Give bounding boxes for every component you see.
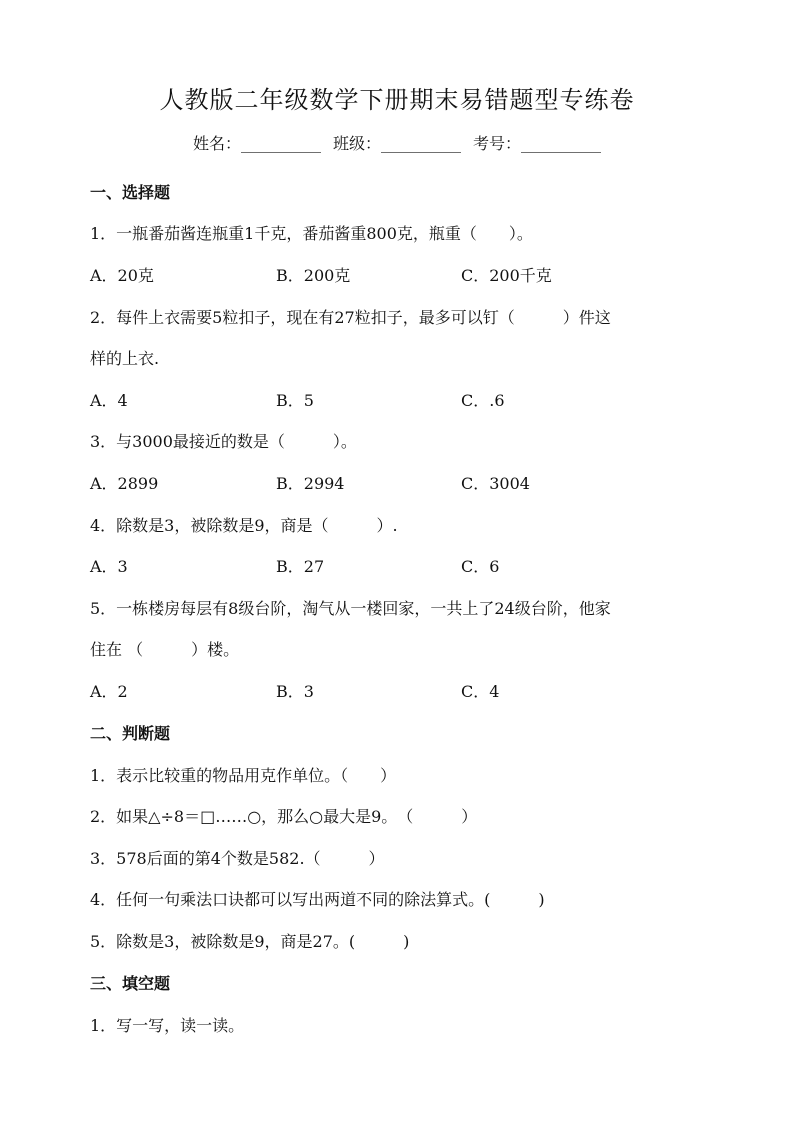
choice-q3-option-c[interactable]: C．3004 <box>461 474 530 493</box>
judge-q1: 1．表示比较重的物品用克作单位。（ ） <box>90 766 397 785</box>
judge-q3: 3．578后面的第4个数是582.（ ） <box>90 849 385 868</box>
choice-q4-option-c[interactable]: C．6 <box>461 557 500 576</box>
choice-q4: 4．除数是3，被除数是9，商是（ ）. <box>90 516 398 535</box>
choice-q2-option-a[interactable]: A．4 <box>90 391 128 410</box>
page-title: 人教版二年级数学下册期末易错题型专练卷 <box>159 86 635 114</box>
class-field[interactable]: 班级：__________ <box>332 134 461 153</box>
choice-q1: 1．一瓶番茄酱连瓶重1千克，番茄酱重800克，瓶重（ ）。 <box>90 224 533 243</box>
choice-q5-line2: 住在 （ ）楼。 <box>90 640 240 659</box>
choice-q2-line2: 样的上衣. <box>90 349 160 368</box>
choice-q3-option-b[interactable]: B．2994 <box>276 474 345 493</box>
choice-q3-option-a[interactable]: A．2899 <box>90 474 159 493</box>
choice-q5-option-a[interactable]: A．2 <box>90 682 128 701</box>
choice-q1-option-a[interactable]: A．20克 <box>90 266 154 285</box>
choice-q5-option-b[interactable]: B．3 <box>276 682 314 701</box>
choice-q5-option-c[interactable]: C．4 <box>461 682 500 701</box>
choice-q1-option-b[interactable]: B．200克 <box>276 266 351 285</box>
choice-q5-line1: 5．一栋楼房每层有8级台阶，淘气从一楼回家，一共上了24级台阶，他家 <box>90 599 611 618</box>
judge-q2: 2．如果△÷8＝□……○，那么○最大是9。 （ ） <box>90 807 478 826</box>
choice-q3: 3．与3000最接近的数是（ ）。 <box>90 432 357 451</box>
choice-q1-option-c[interactable]: C．200千克 <box>461 266 552 285</box>
student-info <box>0 131 794 154</box>
section-judge-heading: 二、判断题 <box>90 724 171 743</box>
section-choice-heading: 一、选择题 <box>90 183 171 202</box>
judge-q5: 5．除数是3，被除数是9，商是27。( ) <box>90 932 410 951</box>
exam-number-field[interactable]: 考号：__________ <box>473 134 602 153</box>
choice-q2-option-b[interactable]: B．5 <box>276 391 314 410</box>
choice-q2-line1: 2．每件上衣需要5粒扣子，现在有27粒扣子，最多可以钉（ ）件这 <box>90 308 611 327</box>
section-fill-heading: 三、填空题 <box>90 974 171 993</box>
choice-q4-option-a[interactable]: A．3 <box>90 557 128 576</box>
name-field[interactable]: 姓名：__________ <box>192 134 321 153</box>
fill-q1: 1．写一写，读一读。 <box>90 1016 245 1035</box>
choice-q2-option-c[interactable]: C．.6 <box>461 391 505 410</box>
choice-q4-option-b[interactable]: B．27 <box>276 557 325 576</box>
judge-q4: 4．任何一句乘法口诀都可以写出两道不同的除法算式。( ) <box>90 890 545 909</box>
